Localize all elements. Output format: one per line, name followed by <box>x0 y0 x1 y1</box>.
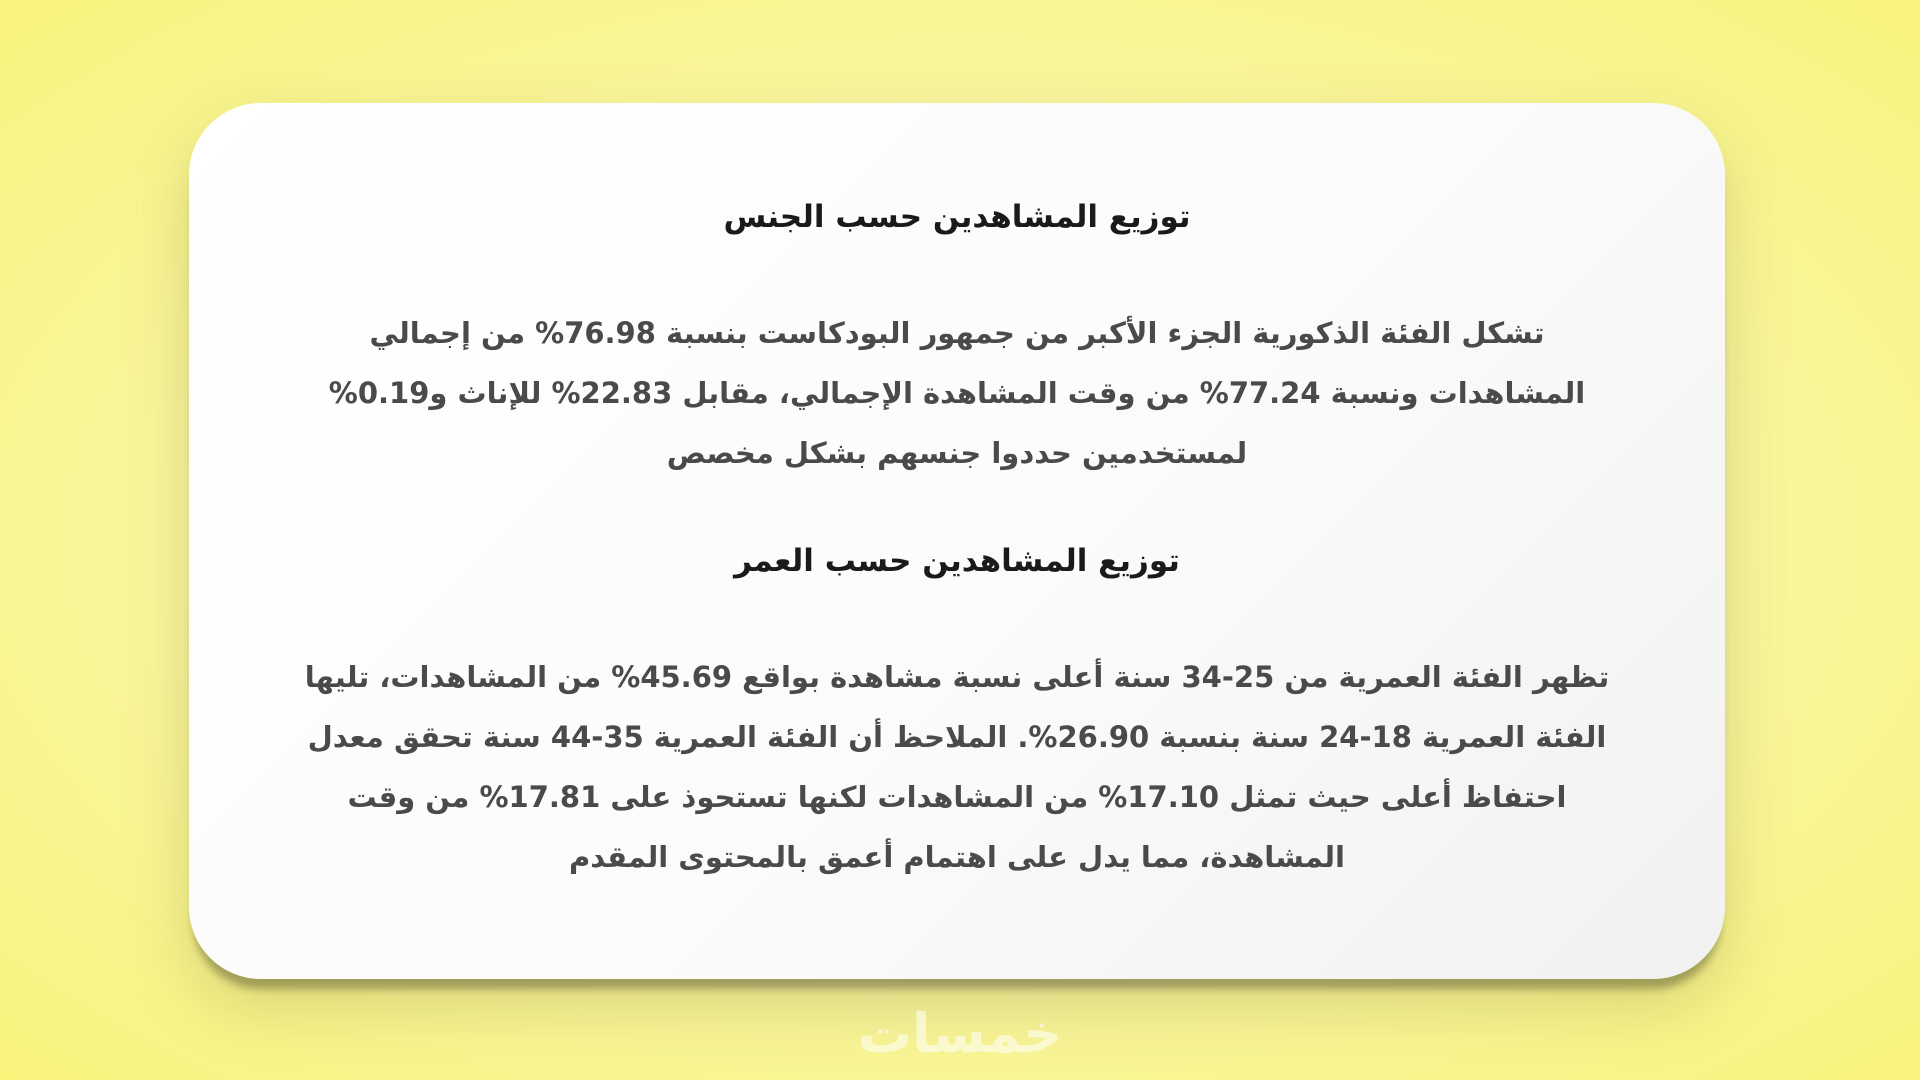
age-section-paragraph: تظهر الفئة العمرية من 25-34 سنة أعلى نسبة مشاهدة بواقع 45.69% من المشاهدات، تليها الفئة العمرية 18-24 سنة بنسبة 26.90%. الملاحظ أن الفئة العمرية 35-44 سنة تحقق معدل احتفاظ أعلى حيث تمثل 17.10% من المشاهدات لكنها تستحوذ على 17.81% من وقت المشاهدة، مما يدل على اهتمام أعمق بالمحتوى المقدم <box>304 660 1610 874</box>
content-card <box>189 103 1725 979</box>
gender-section-paragraph: تشكل الفئة الذكورية الجزء الأكبر من جمهور البودكاست بنسبة 76.98% من إجمالي المشاهدات ونسبة 77.24% من وقت المشاهدة الإجمالي، مقابل 22.83% للإناث و0.19% لمستخدمين حددوا جنسهم بشكل مخصص <box>328 316 1586 470</box>
gender-section-heading: توزيع المشاهدين حسب الجنس <box>723 199 1191 235</box>
watermark-logo: خمسات <box>857 1002 1063 1065</box>
age-section-heading: توزيع المشاهدين حسب العمر <box>734 543 1180 579</box>
